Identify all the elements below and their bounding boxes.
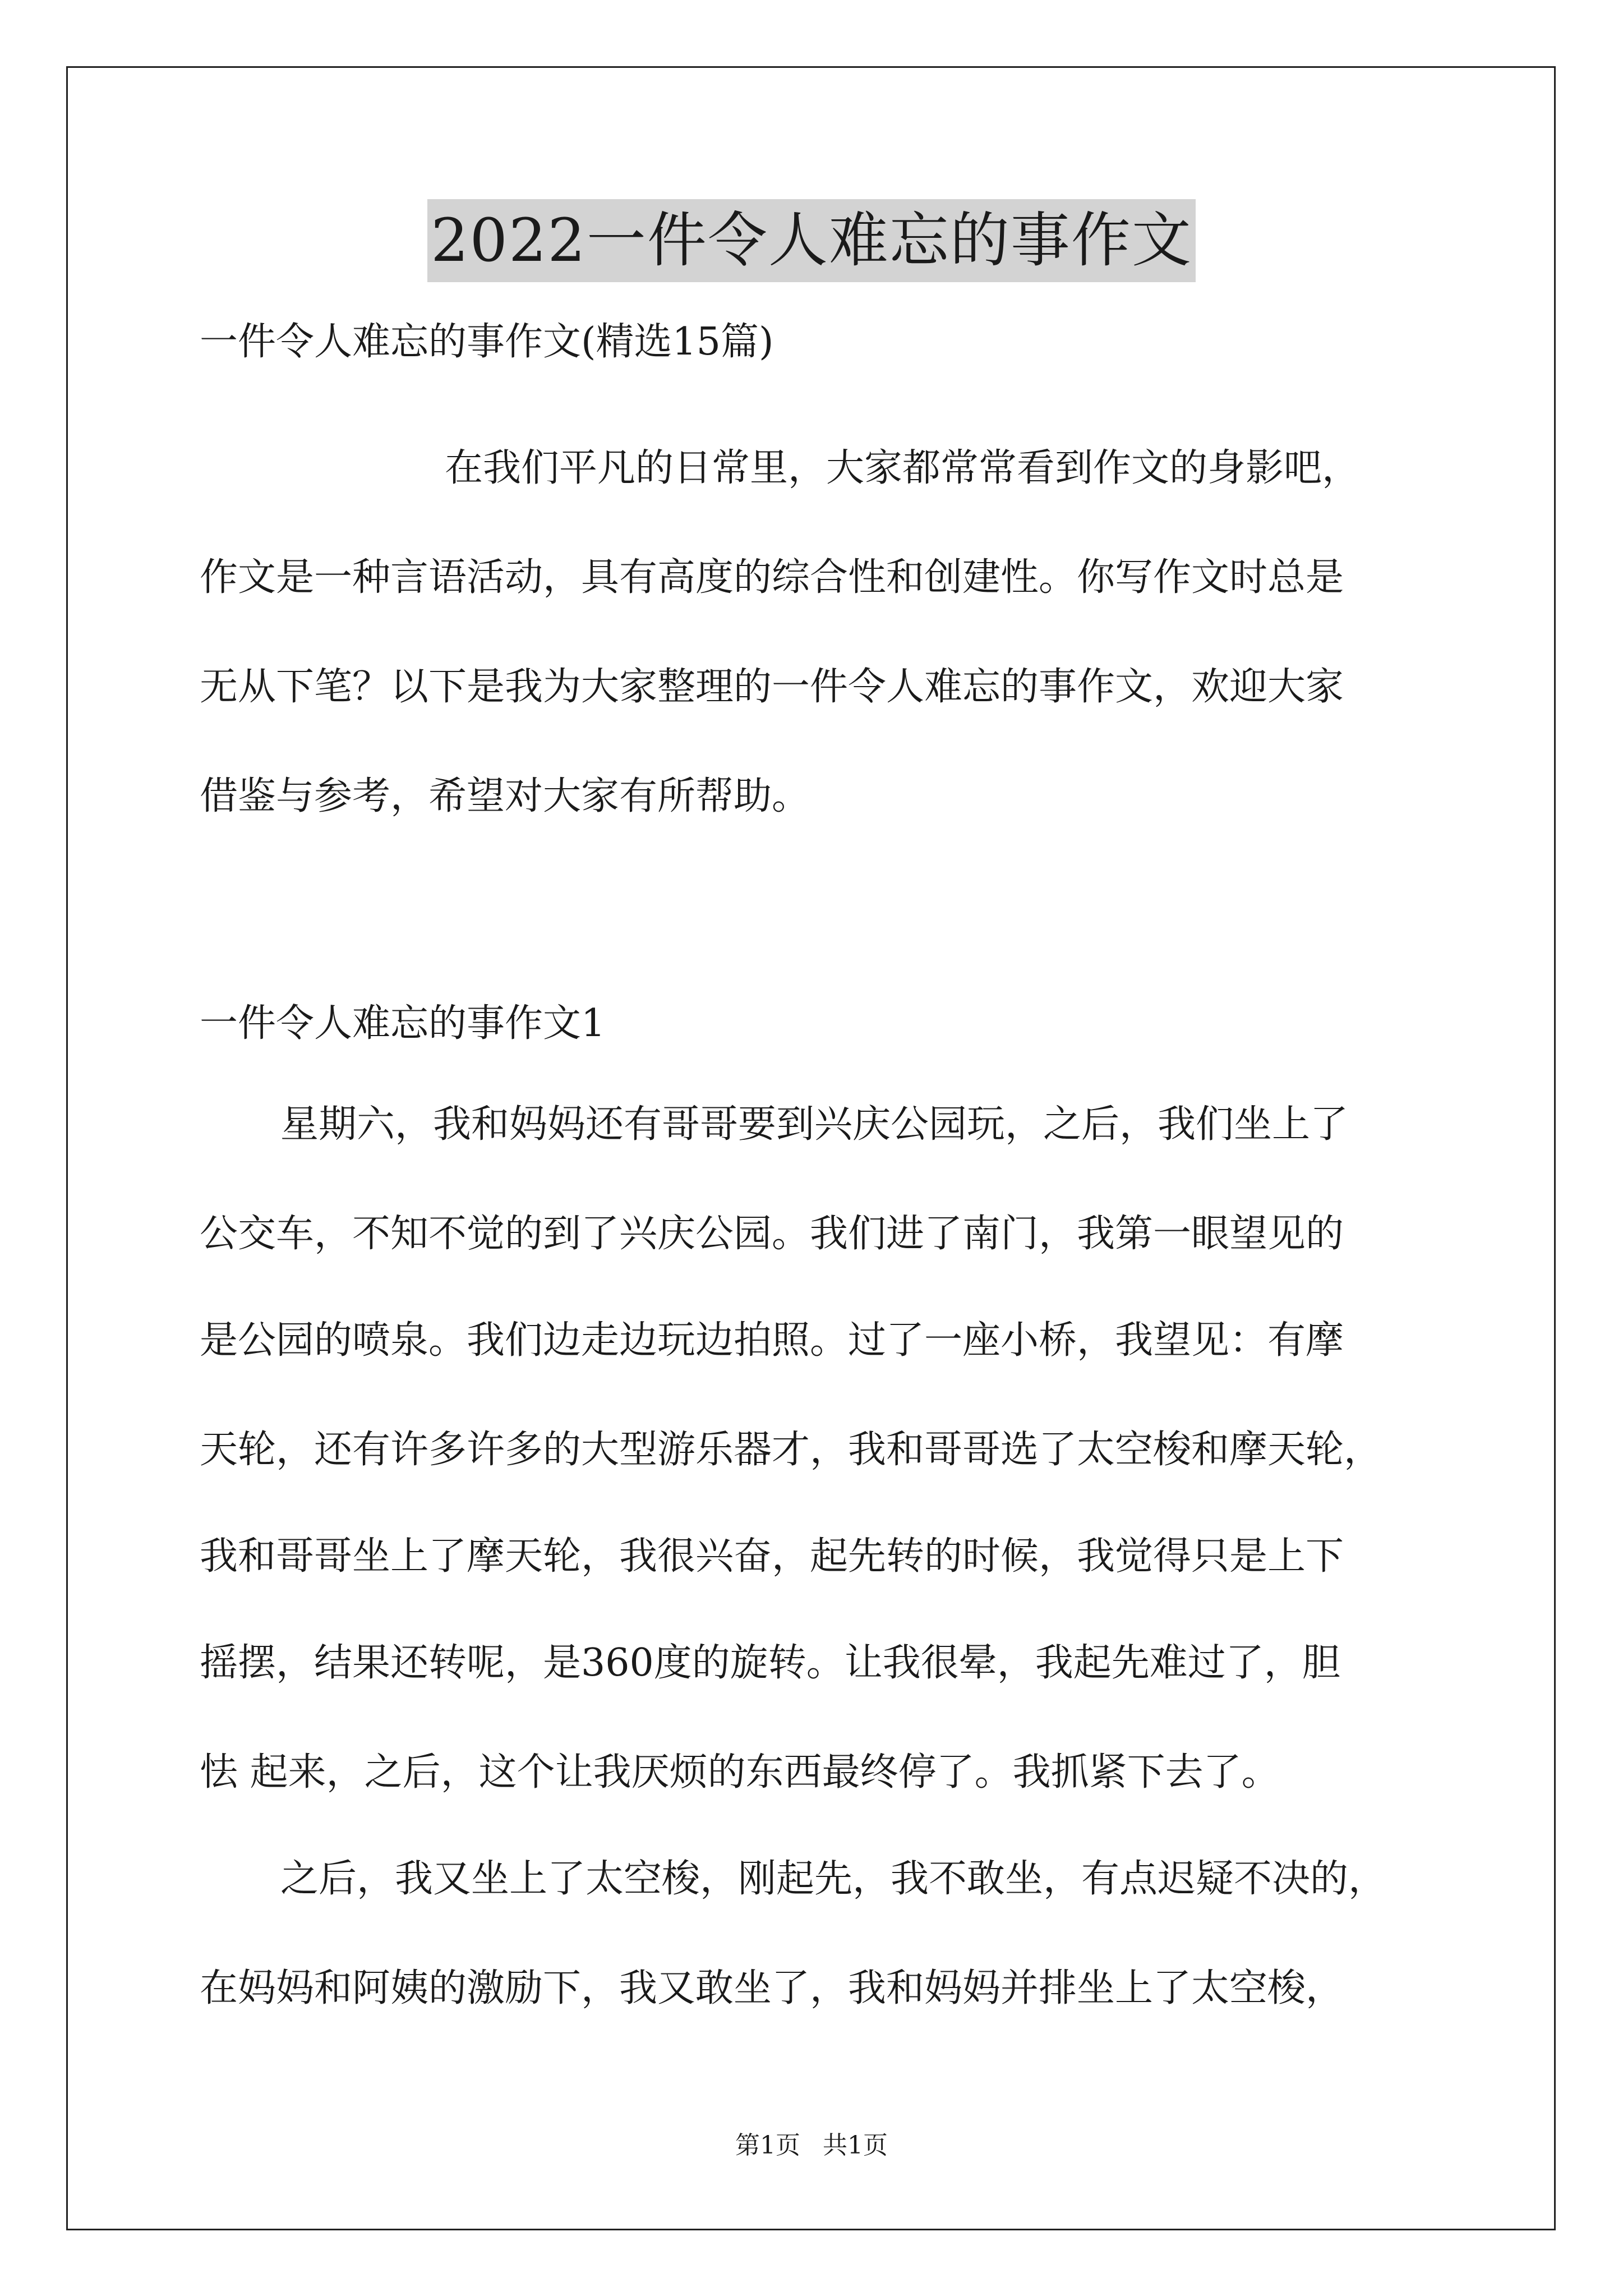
document-title: 2022一件令人难忘的事作文 (427, 199, 1196, 282)
body-line: 公交车，不知不觉的到了兴庆公园。我们进了南门，我第一眼望见的 (200, 1212, 1344, 1256)
subtitle: 一件令人难忘的事作文(精选15篇) (200, 320, 774, 364)
body-line: 天轮，还有许多许多的大型游乐器才，我和哥哥选了太空梭和摩天轮， (200, 1428, 1382, 1472)
title-container (0, 199, 1623, 282)
intro-line: 作文是一种言语活动，具有高度的综合性和创建性。你写作文时总是 (200, 555, 1344, 600)
page-total: 共1页 (823, 2131, 888, 2160)
intro-line: 借鉴与参考，希望对大家有所帮助。 (200, 774, 810, 818)
page-number: 第1页 (735, 2131, 800, 2160)
body-line: 我和哥哥坐上了摩天轮，我很兴奋，起先转的时候，我觉得只是上下 (200, 1534, 1344, 1579)
intro-line: 在我们平凡的日常里，大家都常常看到作文的身影吧， (445, 446, 1361, 490)
body-line: 星期六，我和妈妈还有哥哥要到兴庆公园玩，之后，我们坐上了 (280, 1102, 1349, 1147)
body-line: 是公园的喷泉。我们边走边玩边拍照。过了一座小桥，我望见：有摩 (200, 1318, 1344, 1363)
intro-line: 无从下笔？以下是我为大家整理的一件令人难忘的事作文，欢迎大家 (200, 665, 1344, 709)
body-line: 在妈妈和阿姨的激励下，我又敢坐了，我和妈妈并排坐上了太空梭， (200, 1966, 1344, 2010)
section-heading: 一件令人难忘的事作文1 (200, 1001, 606, 1046)
body-line: 怯 起来，之后，这个让我厌烦的东西最终停了。我抓紧下去了。 (200, 1750, 1280, 1795)
body-line: 之后，我又坐上了太空梭，刚起先，我不敢坐，有点迟疑不决的， (280, 1857, 1387, 1901)
body-line: 摇摆，结果还转呢，是360度的旋转。让我很晕，我起先难过了，胆 (200, 1641, 1340, 1685)
page-footer (0, 2129, 1623, 2162)
